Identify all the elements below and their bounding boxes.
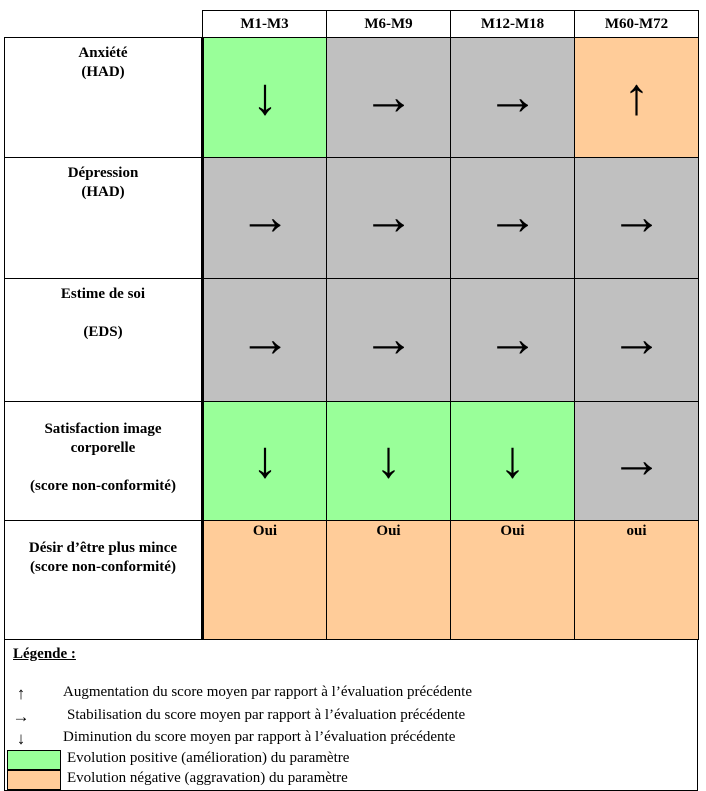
row-label-line: (EDS) <box>83 324 123 340</box>
legend-text: Stabilisation du score moyen par rapport à l’évaluation précédente <box>67 707 466 723</box>
arrow-right-icon: → <box>12 707 30 726</box>
table-row <box>5 521 699 640</box>
row-label-line: Satisfaction image <box>44 421 162 437</box>
arrow-right-icon: → <box>451 279 575 402</box>
arrow-down-icon: ↓ <box>327 402 451 521</box>
results-table <box>4 10 699 640</box>
row-label-anxiete <box>5 38 203 158</box>
row-label-line <box>5 304 201 323</box>
row-label-desir <box>5 521 203 640</box>
oui-cell: Oui <box>203 521 327 640</box>
arrow-right-icon: → <box>327 279 451 402</box>
arrow-down-icon: ↓ <box>203 402 327 521</box>
row-label-line <box>5 458 201 477</box>
arrow-down-icon: ↓ <box>451 402 575 521</box>
arrow-right-icon: → <box>575 279 699 402</box>
row-label-line: (score non-conformité) <box>30 478 176 494</box>
row-label-estime <box>5 279 203 402</box>
arrow-right-icon: → <box>327 158 451 279</box>
column-header: M60-M72 <box>575 11 699 38</box>
row-label-line: (HAD) <box>81 184 125 200</box>
column-header: M12-M18 <box>451 11 575 38</box>
legend-text: Evolution négative (aggravation) du paramètre <box>67 770 348 786</box>
salmon-swatch <box>7 770 61 790</box>
row-label-line: (HAD) <box>81 64 125 80</box>
oui-cell: oui <box>575 521 699 640</box>
arrow-right-icon: → <box>203 158 327 279</box>
row-label-line: Estime de soi <box>60 286 146 302</box>
table-row <box>5 279 699 402</box>
row-label-satisfaction <box>5 402 203 521</box>
row-label-depression <box>5 158 203 279</box>
green-swatch <box>7 750 61 770</box>
row-label-line: Désir d’être plus mince <box>28 540 178 556</box>
legend-title: Légende : <box>13 646 76 662</box>
legend-box <box>4 640 698 791</box>
row-label-line: (score non-conformité) <box>30 559 176 575</box>
row-label-line: Anxiété <box>78 45 128 61</box>
table-row <box>5 38 699 158</box>
arrow-right-icon: → <box>451 38 575 158</box>
oui-cell: Oui <box>327 521 451 640</box>
oui-cell: Oui <box>451 521 575 640</box>
arrow-right-icon: → <box>575 402 699 521</box>
legend-text: Evolution positive (amélioration) du paramètre <box>67 750 350 766</box>
column-header: M1-M3 <box>203 11 327 38</box>
arrow-right-icon: → <box>327 38 451 158</box>
row-label-line: corporelle <box>70 440 136 456</box>
table-row <box>5 402 699 521</box>
arrow-up-icon: ↑ <box>575 38 699 158</box>
row-label-line: Dépression <box>67 165 139 181</box>
corner-cell <box>5 11 203 38</box>
arrow-right-icon: → <box>203 279 327 402</box>
table-row <box>5 158 699 279</box>
arrow-right-icon: → <box>575 158 699 279</box>
legend-text: Augmentation du score moyen par rapport à l’évaluation précédente <box>63 684 473 700</box>
arrow-up-icon: ↑ <box>16 684 26 703</box>
column-header: M6-M9 <box>327 11 451 38</box>
legend-text: Diminution du score moyen par rapport à l’évaluation précédente <box>63 729 456 745</box>
arrow-down-icon: ↓ <box>16 729 26 748</box>
arrow-down-icon: ↓ <box>203 38 327 158</box>
arrow-right-icon: → <box>451 158 575 279</box>
